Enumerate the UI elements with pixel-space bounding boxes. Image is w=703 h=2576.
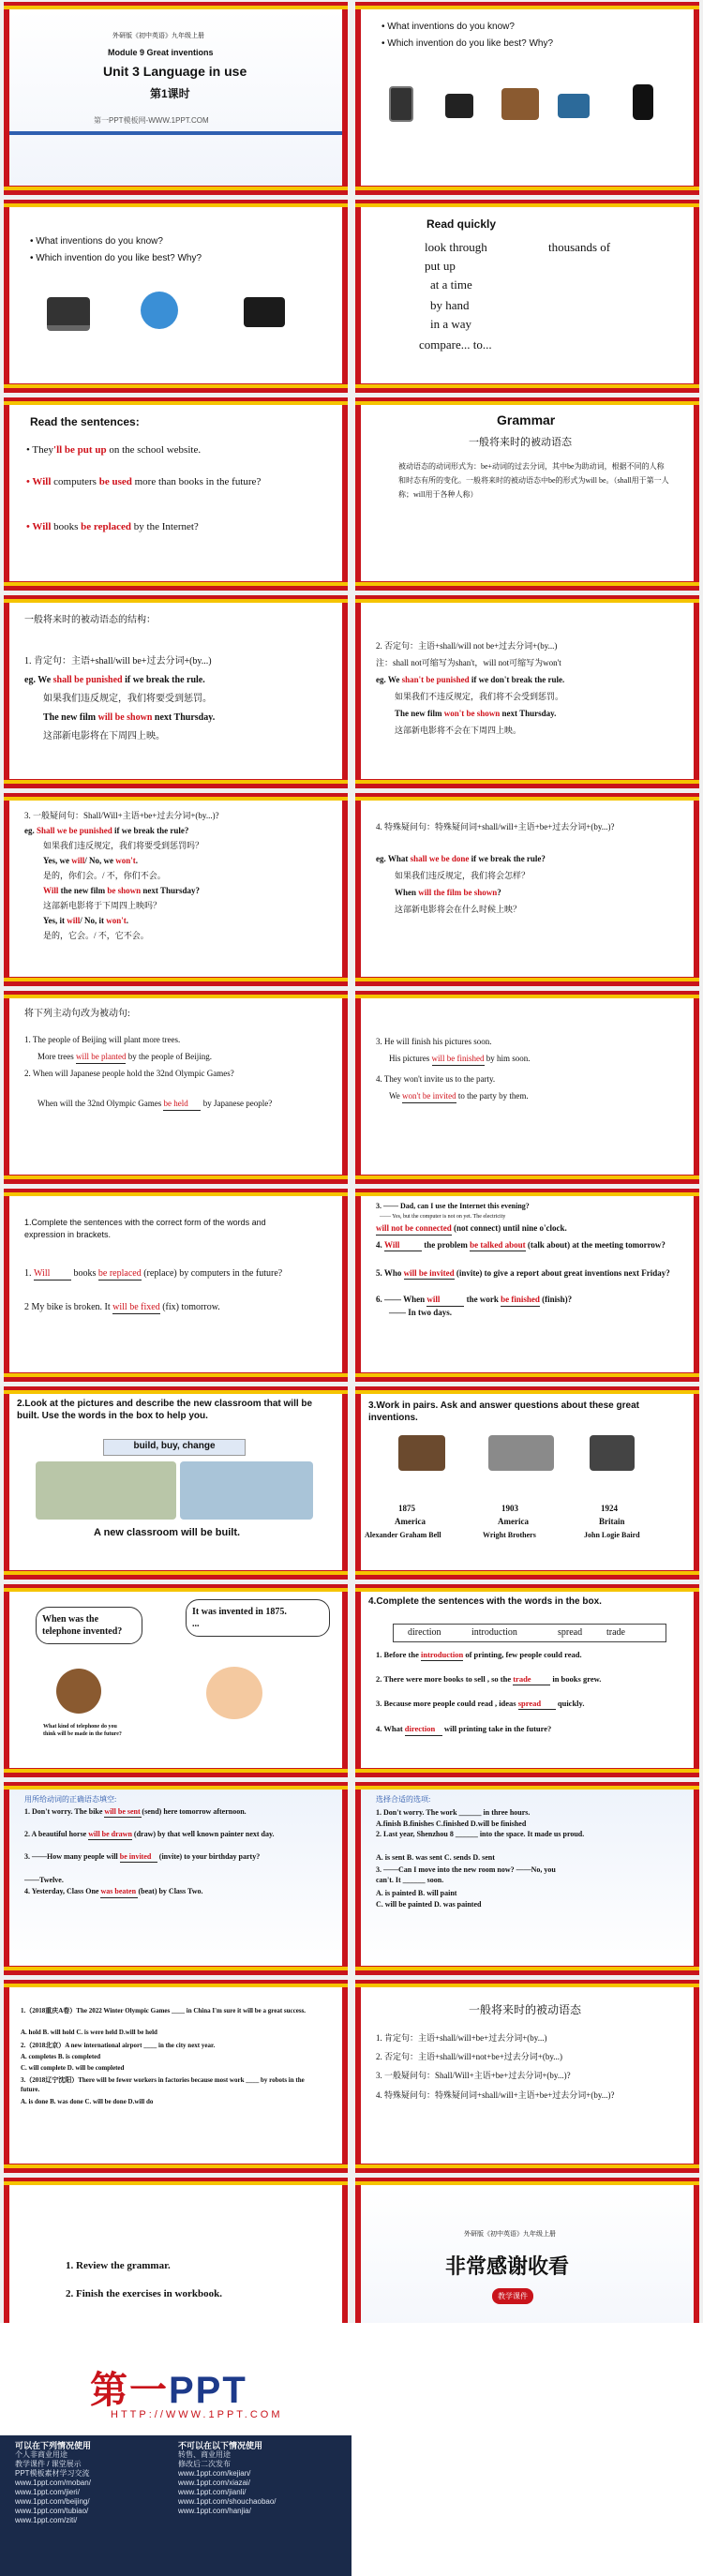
slide-19 <box>4 1782 348 1975</box>
item-2-options-2: C. will complete D. will be completed <box>21 2064 125 2072</box>
allowed-link[interactable]: www.1ppt.com/beijing/ <box>15 2497 90 2506</box>
example-1-cn: 如果我们违反规定，我们将要受到惩罚。 <box>43 694 212 704</box>
exercise-title: 3.Work in pairs. Ask and answer questions about these great inventions. <box>368 1400 639 1423</box>
item-2: 2. Last year, Shenzhou 8 ______ into the space. It made us proud. <box>376 1830 585 1838</box>
grammar-explanation: 被动语态的动词形式为：be+动词的过去分词，其中be为助动词，根据不同的人称和时态有所的变化。一般将来时的被动语态中be的形式为will be。（shall用于第一人称；will用于各种人称） <box>398 462 669 499</box>
summary-1: 1. 肯定句：主语+shall/will+be+过去分词+(by...) <box>376 2033 547 2043</box>
disallowed-link[interactable]: www.1ppt.com/kejian/ <box>178 2469 251 2478</box>
exercise-title: 将下列主动句改为被动句: <box>24 1009 130 1019</box>
phrase-thousands: thousands of <box>548 240 611 254</box>
network-image <box>141 292 178 329</box>
example-1: eg. What shall we be done if we break the rule? <box>376 854 546 863</box>
item-3: 3.（2018辽宁沈阳）There will be fewer workers in factories because most work ____ by robots in the future. <box>21 2076 305 2093</box>
unit-title: Unit 3 Language in use <box>103 64 247 79</box>
question-1: • What inventions do you know? <box>381 22 515 32</box>
footer <box>0 2323 703 2576</box>
example-2-cn: 这部新电影将会在什么时候上映？ <box>395 905 522 914</box>
disallowed-link[interactable]: www.1ppt.com/hanjia/ <box>178 2507 251 2515</box>
item-3: 3. Because more people could read , ideas spread quickly. <box>376 1699 585 1708</box>
slide-13 <box>4 1189 348 1382</box>
year-1: 1875 <box>398 1504 415 1513</box>
slide-4 <box>355 200 699 393</box>
template-url: 第一PPT模板网-WWW.1PPT.COM <box>94 116 209 125</box>
item-4: 4. Will the problem be talked about (talk about) at the meeting tomorrow? <box>376 1240 666 1250</box>
telephone-image <box>398 1435 445 1471</box>
item-3: 3. —— Dad, can I use the Internet this evening? <box>376 1202 530 1210</box>
allowed-item: 个人非商业用途 <box>15 2450 67 2459</box>
summary-3: 3. 一般疑问句：Shall/Will+主语+be+过去分词+(by...)? <box>376 2071 571 2080</box>
word-4: trade <box>606 1627 625 1638</box>
allowed-item: 教学课件 / 课堂展示 <box>15 2460 82 2468</box>
answer-2: Yes, it will/ No, it won't. <box>43 916 129 925</box>
homework-1: 1. Review the grammar. <box>66 2260 171 2271</box>
year-2: 1903 <box>501 1504 518 1513</box>
answer-2-cn: 是的，它会。/ 不，它不会。 <box>43 931 149 940</box>
disallowed-link[interactable]: www.1ppt.com/jianli/ <box>178 2488 247 2496</box>
speech-bubble-left: When was the telephone invented? <box>36 1607 142 1644</box>
item-1: 1. The people of Beijing will plant more trees. <box>24 1035 181 1044</box>
brand-label: 外研版《初中英语》九年级上册 <box>112 33 204 39</box>
slide-1 <box>4 2 348 195</box>
example-1-cn: 如果我们违反规定，我们将要受到惩罚吗？ <box>43 841 204 850</box>
item-3-answer: His pictures will be finished by him soon. <box>389 1053 531 1066</box>
phrase-5: in a way <box>430 317 472 331</box>
allowed-column <box>15 2441 91 2525</box>
item-4: 4. What direction will printing take in the future? <box>376 1723 551 1736</box>
disallowed-item: 转售、商业用途 <box>178 2450 231 2459</box>
camera-image <box>244 297 285 327</box>
inventor-2: Wright Brothers <box>483 1531 536 1539</box>
item-2-answer: When will the 32nd Olympic Games be held by Japanese people? <box>37 1098 319 1111</box>
wh-question-rule: 4. 特殊疑问句：特殊疑问词+shall/will+主语+be+过去分词+(by...)? <box>376 822 615 831</box>
item-1: 1.（2018重庆A卷）The 2022 Winter Olympic Games ____ in China I'm sure it will be a great success. <box>21 2007 307 2014</box>
inventor-3: John Logie Baird <box>584 1531 640 1539</box>
item-3-options-2: C. will be painted D. was painted <box>376 1900 482 1909</box>
allowed-link[interactable]: www.1ppt.com/moban/ <box>15 2479 91 2487</box>
example-1: eg. We shan't be punished if we don't break the rule. <box>376 675 565 684</box>
girl-avatar <box>206 1667 262 1719</box>
grammar-subtitle: 一般将来时的被动语态 <box>469 437 572 448</box>
question-2: • Which invention do you like best? Why? <box>30 253 202 263</box>
word-box: build, buy, change <box>103 1439 246 1456</box>
phrase-4: by hand <box>430 298 470 312</box>
slide-22 <box>355 1980 699 2173</box>
slide-11 <box>4 991 348 1184</box>
slide-15 <box>4 1386 348 1580</box>
allowed-link[interactable]: www.1ppt.com/ziti/ <box>15 2516 78 2524</box>
word-2: introduction <box>471 1627 517 1638</box>
exercise-title: 2.Look at the pictures and describe the new classroom that will be built. Use the words in the box to help you. <box>17 1399 313 1421</box>
lesson-title: 第1课时 <box>150 87 190 100</box>
slide-7 <box>4 595 348 788</box>
item-2: 2 My bike is broken. It will be fixed (fix) tomorrow. <box>24 1302 220 1312</box>
homework-2: 2. Finish the exercises in workbook. <box>66 2288 222 2299</box>
item-2: 2. When will Japanese people hold the 32nd Olympic Games? <box>24 1069 234 1078</box>
exercise-title: 4.Complete the sentences with the words in the box. <box>368 1596 602 1607</box>
place-3: Britain <box>599 1517 625 1526</box>
question-2: • Which invention do you like best? Why? <box>381 38 554 49</box>
item-4-answer: We won't be invited to the party by them. <box>389 1090 529 1103</box>
negative-rule: 2. 否定句：主语+shall/will not be+过去分词+(by...) <box>376 641 558 651</box>
item-5: 5. Who will be invited (invite) to give a report about great inventions next Friday? <box>376 1268 670 1278</box>
sentence-2: • Will computers be used more than books in the future? <box>26 476 262 487</box>
item-2-options: A. is sent B. was sent C. sends D. sent <box>376 1853 495 1862</box>
television-image <box>590 1435 635 1471</box>
smartphone-image <box>633 84 653 120</box>
question-rule: 3. 一般疑问句：Shall/Will+主语+be+过去分词+(by...)? <box>24 811 219 820</box>
discussion-question: What kind of telephone do you think will be made in the future? <box>43 1724 122 1737</box>
allowed-link[interactable]: www.1ppt.com/tubiao/ <box>15 2507 89 2515</box>
item-3: 3. ——How many people will be invited (invite) to your birthday party? <box>24 1852 261 1861</box>
camera-image <box>558 94 590 118</box>
site-logo[interactable]: 第一PPT <box>90 2370 247 2411</box>
courseware-tag: 教学课件 <box>492 2288 533 2304</box>
usage-panel <box>0 2435 352 2576</box>
slide-6 <box>355 397 699 591</box>
item-1-options: A.finish B.finishes C.finished D.will be finished <box>376 1820 527 1828</box>
blue-stripe <box>9 131 342 135</box>
item-1-answer: More trees will be planted by the people of Beijing. <box>37 1051 212 1064</box>
example-2-cn: 这部新电影将在下周四上映。 <box>43 731 165 741</box>
sentence-1: • They'll be put up on the school website. <box>26 444 202 456</box>
place-1: America <box>395 1517 426 1526</box>
item-3-options: A. is painted B. will paint <box>376 1889 457 1897</box>
boy-avatar <box>56 1669 101 1714</box>
place-2: America <box>498 1517 529 1526</box>
slide-12 <box>355 991 699 1184</box>
item-3-reply: —— Yes, but the computer is not on yet. The electricity <box>380 1214 506 1220</box>
item-3-reply: ——Twelve. <box>24 1876 64 1884</box>
item-6: 6. —— When will the work be finished (finish)? <box>376 1294 572 1307</box>
example-2: The new film will be shown next Thursday. <box>43 712 216 723</box>
item-4: 4. Yesterday, Class One was beaten (beat) by Class Two. <box>24 1885 203 1898</box>
item-3-answer: will not be connected (not connect) until nine o'clock. <box>376 1222 567 1236</box>
example-2: When will the film be shown? <box>395 888 501 897</box>
slide-20 <box>355 1782 699 1975</box>
disallowed-link[interactable]: www.1ppt.com/shouchaobao/ <box>178 2497 277 2506</box>
telephone-image <box>445 94 473 118</box>
read-sentences-title: Read the sentences: <box>30 415 140 428</box>
inventor-1: Alexander Graham Bell <box>365 1531 441 1539</box>
example-1-cn: 如果我们不违反规定，我们将不会受到惩罚。 <box>395 692 564 701</box>
site-url[interactable]: HTTP://WWW.1PPT.COM <box>111 2409 283 2420</box>
answer-1-cn: 是的，你们会。/ 不，你们不会。 <box>43 871 166 880</box>
example-1-cn: 如果我们违反规定，我们将会怎样？ <box>395 871 531 880</box>
disallowed-title: 不可以在以下情况使用 <box>178 2441 263 2450</box>
summary-title: 一般将来时的被动语态 <box>469 2003 582 2016</box>
phrase-1: look through <box>425 240 487 254</box>
item-6-reply: —— In two days. <box>389 1308 453 1317</box>
contraction-note: 注：shall not可缩写为shan't，will not可缩写为won't <box>376 658 561 667</box>
slide-2 <box>355 2 699 195</box>
exercise-title: 用所给动词的正确语态填空: <box>24 1795 117 1804</box>
item-2: 2. A beautiful horse will be drawn (draw) by that well known painter next day. <box>24 1830 275 1838</box>
slide-8 <box>355 595 699 788</box>
item-2: 2.（2018北京）A new international airport ____ in the city next year. <box>21 2042 216 2049</box>
read-quickly-title: Read quickly <box>426 217 497 231</box>
slide-18 <box>355 1584 699 1777</box>
sentence-3: • Will books be replaced by the Internet? <box>26 521 199 532</box>
new-classroom-image <box>180 1461 313 1520</box>
allowed-title: 可以在下列情况使用 <box>15 2441 92 2450</box>
exercise-title: 选择合适的选项: <box>376 1795 431 1804</box>
question-1: • What inventions do you know? <box>30 236 163 247</box>
summary-4: 4. 特殊疑问句：特殊疑问词+shall/will+主语+be+过去分词+(by...)? <box>376 2090 615 2100</box>
module-title: Module 9 Great inventions <box>108 48 214 57</box>
phrase-3: at a time <box>430 277 472 292</box>
answer-1: Yes, we will/ No, we won't. <box>43 856 139 865</box>
brand-label: 外研版《初中英语》九年级上册 <box>464 2231 556 2238</box>
thanks-title: 非常感谢收看 <box>445 2254 570 2278</box>
speech-bubble-right: It was invented in 1875. ... <box>186 1599 330 1637</box>
item-1: 1. Will books be replaced (replace) by computers in the future? <box>24 1268 283 1279</box>
affirmative-rule: 1. 肯定句：主语+shall/will be+过去分词+(by...) <box>24 656 212 666</box>
phrase-2: put up <box>425 259 456 273</box>
box-image <box>501 88 539 120</box>
slide-14 <box>355 1189 699 1382</box>
word-1: direction <box>408 1627 441 1638</box>
exercise-title: 1.Complete the sentences with the correct form of the words and expression in brackets. <box>24 1218 266 1239</box>
old-classroom-image <box>36 1461 176 1520</box>
item-3-options: A. is done B. was done C. will be done D.will do <box>21 2098 154 2105</box>
item-2-options: A. completes B. is completed <box>21 2053 101 2060</box>
grammar-title: Grammar <box>497 412 556 427</box>
item-1: 1. Don't worry. The work ______ in three hours. <box>376 1808 531 1817</box>
slide-21 <box>4 1980 348 2173</box>
example-1: eg. We shall be punished if we break the rule. <box>24 675 205 685</box>
disallowed-column <box>178 2441 277 2516</box>
summary-2: 2. 否定句：主语+shall/will+not+be+过去分词+(by...) <box>376 2052 563 2061</box>
structure-title: 一般将来时的被动语态的结构： <box>24 615 156 625</box>
item-1: 1. Don't worry. The bike will be sent (send) here tomorrow afternoon. <box>24 1807 247 1816</box>
slide-16 <box>355 1386 699 1580</box>
ebook-reader-image <box>389 86 413 122</box>
example-1: eg. Shall we be punished if we break the rule? <box>24 826 189 835</box>
slide-17 <box>4 1584 348 1777</box>
word-3: spread <box>558 1627 583 1638</box>
allowed-item: PPT模板素材学习交流 <box>15 2469 90 2478</box>
item-2: 2. There were more books to sell , so the trade in books grew. <box>376 1674 602 1684</box>
year-3: 1924 <box>601 1504 618 1513</box>
disallowed-item: 修改后二次发布 <box>178 2460 231 2468</box>
item-3: 3. ——Can I move into the new room now? ——No, you can't. It ______ soon. <box>376 1865 556 1884</box>
slide-10 <box>355 793 699 986</box>
slide-5 <box>4 397 348 591</box>
answer-sentence: A new classroom will be built. <box>94 1527 241 1538</box>
disallowed-link[interactable]: www.1ppt.com/xiazai/ <box>178 2479 250 2487</box>
slide-9 <box>4 793 348 986</box>
allowed-link[interactable]: www.1ppt.com/jieri/ <box>15 2488 80 2496</box>
item-1-options: A. hold B. will hold C. is were held D.will be held <box>21 2029 157 2036</box>
laptop-image <box>47 297 90 331</box>
phrase-6: compare... to... <box>419 337 492 352</box>
item-1: 1. Before the introduction of printing, few people could read. <box>376 1650 582 1659</box>
example-2-cn: 这部新电影将不会在下周四上映。 <box>395 726 522 735</box>
example-2: The new film won't be shown next Thursday. <box>395 709 557 718</box>
slide-3 <box>4 200 348 393</box>
item-4: 4. They won't invite us to the party. <box>376 1074 496 1084</box>
item-3: 3. He will finish his pictures soon. <box>376 1037 492 1046</box>
example-2: Will the new film be shown next Thursday? <box>43 886 200 895</box>
airplane-image <box>488 1435 554 1471</box>
example-2-cn: 这部新电影将于下周四上映吗？ <box>43 901 162 910</box>
